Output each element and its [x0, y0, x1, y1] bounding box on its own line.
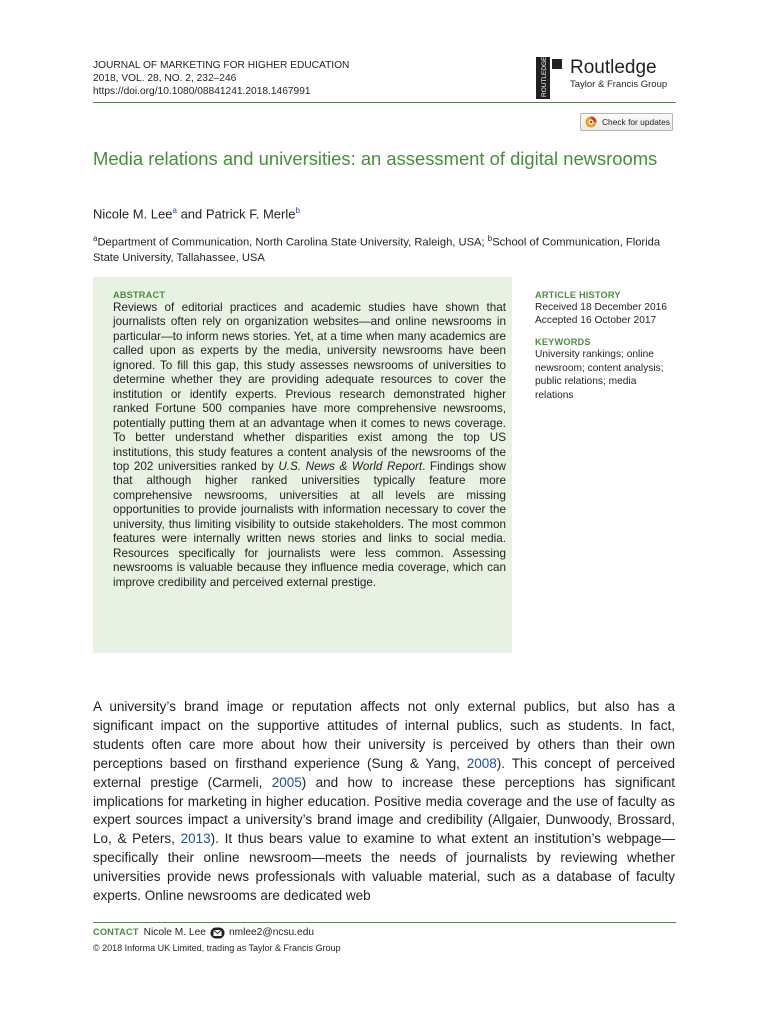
keywords-text: University rankings; online newsroom; content analysis; public relations; media relations [535, 349, 664, 401]
publisher-subtitle: Taylor & Francis Group [570, 79, 668, 90]
author-name[interactable]: Nicole M. Lee [93, 206, 173, 222]
affiliation-a: Department of Communication, North Carolina State University, Raleigh, USA; [97, 236, 485, 249]
citation-link[interactable]: 2005 [271, 774, 302, 790]
abstract-text-part: . Findings show that although higher ranked universities typically feature more comprehensive newsrooms, universities at all levels are missing opportunities to provide journalists with information necessary to cover the university, thus limiting visibility to outside stakeholders. The most common features were internally written news stories and links to social media. Resources specifically for journalists were less common. Assessing newsrooms is valuable because they influence media coverage, which can improve credibility and perceived external prestige. [113, 459, 506, 589]
email-link[interactable]: nmlee2@ncsu.edu [228, 927, 315, 938]
footer-rule [93, 922, 676, 923]
svg-text:ROUTLEDGE: ROUTLEDGE [541, 57, 548, 97]
check-for-updates-button[interactable] [580, 113, 673, 131]
author-conjunction: and [180, 206, 203, 222]
article-history-heading: ARTICLE HISTORY [535, 290, 621, 300]
affiliation-marker: b [487, 234, 493, 243]
body-paragraph [93, 698, 675, 906]
body-text: ). This concept of perceived external prestige (Carmeli, [93, 755, 675, 790]
crossmark-icon [585, 116, 597, 128]
header-rule [93, 102, 676, 103]
affiliation-marker: a [93, 234, 98, 243]
doi-link[interactable]: https://doi.org/10.1080/08841241.2018.1467991 [93, 86, 311, 98]
body-text: ). It thus bears value to examine to what extent an institution’s webpage—specifically their online newsroom—meets the needs of journalists by reviewing whether universities provide news professionals with valuable material, such as a database of faculty experts. Online newsrooms are dedicated web [93, 831, 675, 904]
author-line [93, 202, 300, 223]
affiliation-marker[interactable]: a [172, 206, 177, 215]
check-for-updates-label: Check for updates [602, 117, 670, 127]
affiliations [93, 231, 673, 266]
article-title: Media relations and universities: an assessment of digital newsrooms [93, 148, 658, 169]
citation-link[interactable]: 2013 [180, 831, 211, 847]
contact-name: Nicole M. Lee [143, 927, 206, 938]
abstract-italic: U.S. News & World Report [278, 459, 423, 473]
citation-link[interactable]: 2008 [466, 755, 497, 771]
body-text: A university’s brand image or reputation affects not only external publics, but also has a significant impact on the supportive attitudes of internal publics, such as students. In fact, students often care more about how their university is perceived by others than their own perceptions based on firsthand experience (Sung & Yang, [93, 699, 675, 771]
email-icon [210, 927, 225, 939]
abstract-heading: ABSTRACT [113, 290, 166, 300]
affiliation-b: School of Communication, Florida State University, Tallahassee, USA [93, 236, 661, 264]
accepted-date: Accepted 16 October 2017 [535, 315, 657, 326]
received-date: Received 18 December 2016 [535, 302, 667, 313]
abstract-text [113, 301, 506, 590]
affiliation-marker[interactable]: b [295, 206, 300, 215]
abstract-text-part: Reviews of editorial practices and academic studies have shown that journalists often rely on organization websites—and online newsrooms in particular—to inform news stories. Yet, at a time when many academics are called upon as experts by the media, university newsrooms have been ignored. To fill this gap, this study assesses newsrooms of universities to determine whether they are providing adequate resources to cover the institution or identify experts. Previous research demonstrated higher ranked Fortune 500 companies have more comprehensive newsrooms, potentially putting them at an advantage when it comes to news coverage. To better understand whether disparities exist among the top US institutions, this study features a content analysis of the newsrooms of the top 202 universities ranked by [113, 301, 506, 473]
routledge-logo-icon [536, 57, 564, 99]
journal-name: JOURNAL OF MARKETING FOR HIGHER EDUCATION [93, 60, 350, 71]
contact-label: CONTACT [93, 927, 139, 937]
publisher-logo [536, 57, 667, 99]
copyright: © 2018 Informa UK Limited, trading as Taylor & Francis Group [93, 943, 341, 953]
contact-line [93, 926, 314, 939]
article-sidebar [535, 290, 675, 402]
author-name[interactable]: Patrick F. Merle [205, 206, 296, 222]
abstract-box [93, 277, 512, 653]
publisher-name: Routledge [570, 57, 657, 78]
journal-header [93, 59, 349, 99]
keywords-heading: KEYWORDS [535, 337, 591, 347]
body-text: ) and how to increase these perceptions has significant implications for marketing in higher education. Positive media coverage and the use of faculty as expert sources impact a university’s brand image and credibility (Allgaier, Dunwoody, Brossard, Lo, & Peters, [93, 774, 675, 847]
volume-info: 2018, VOL. 28, NO. 2, 232–246 [93, 73, 237, 85]
